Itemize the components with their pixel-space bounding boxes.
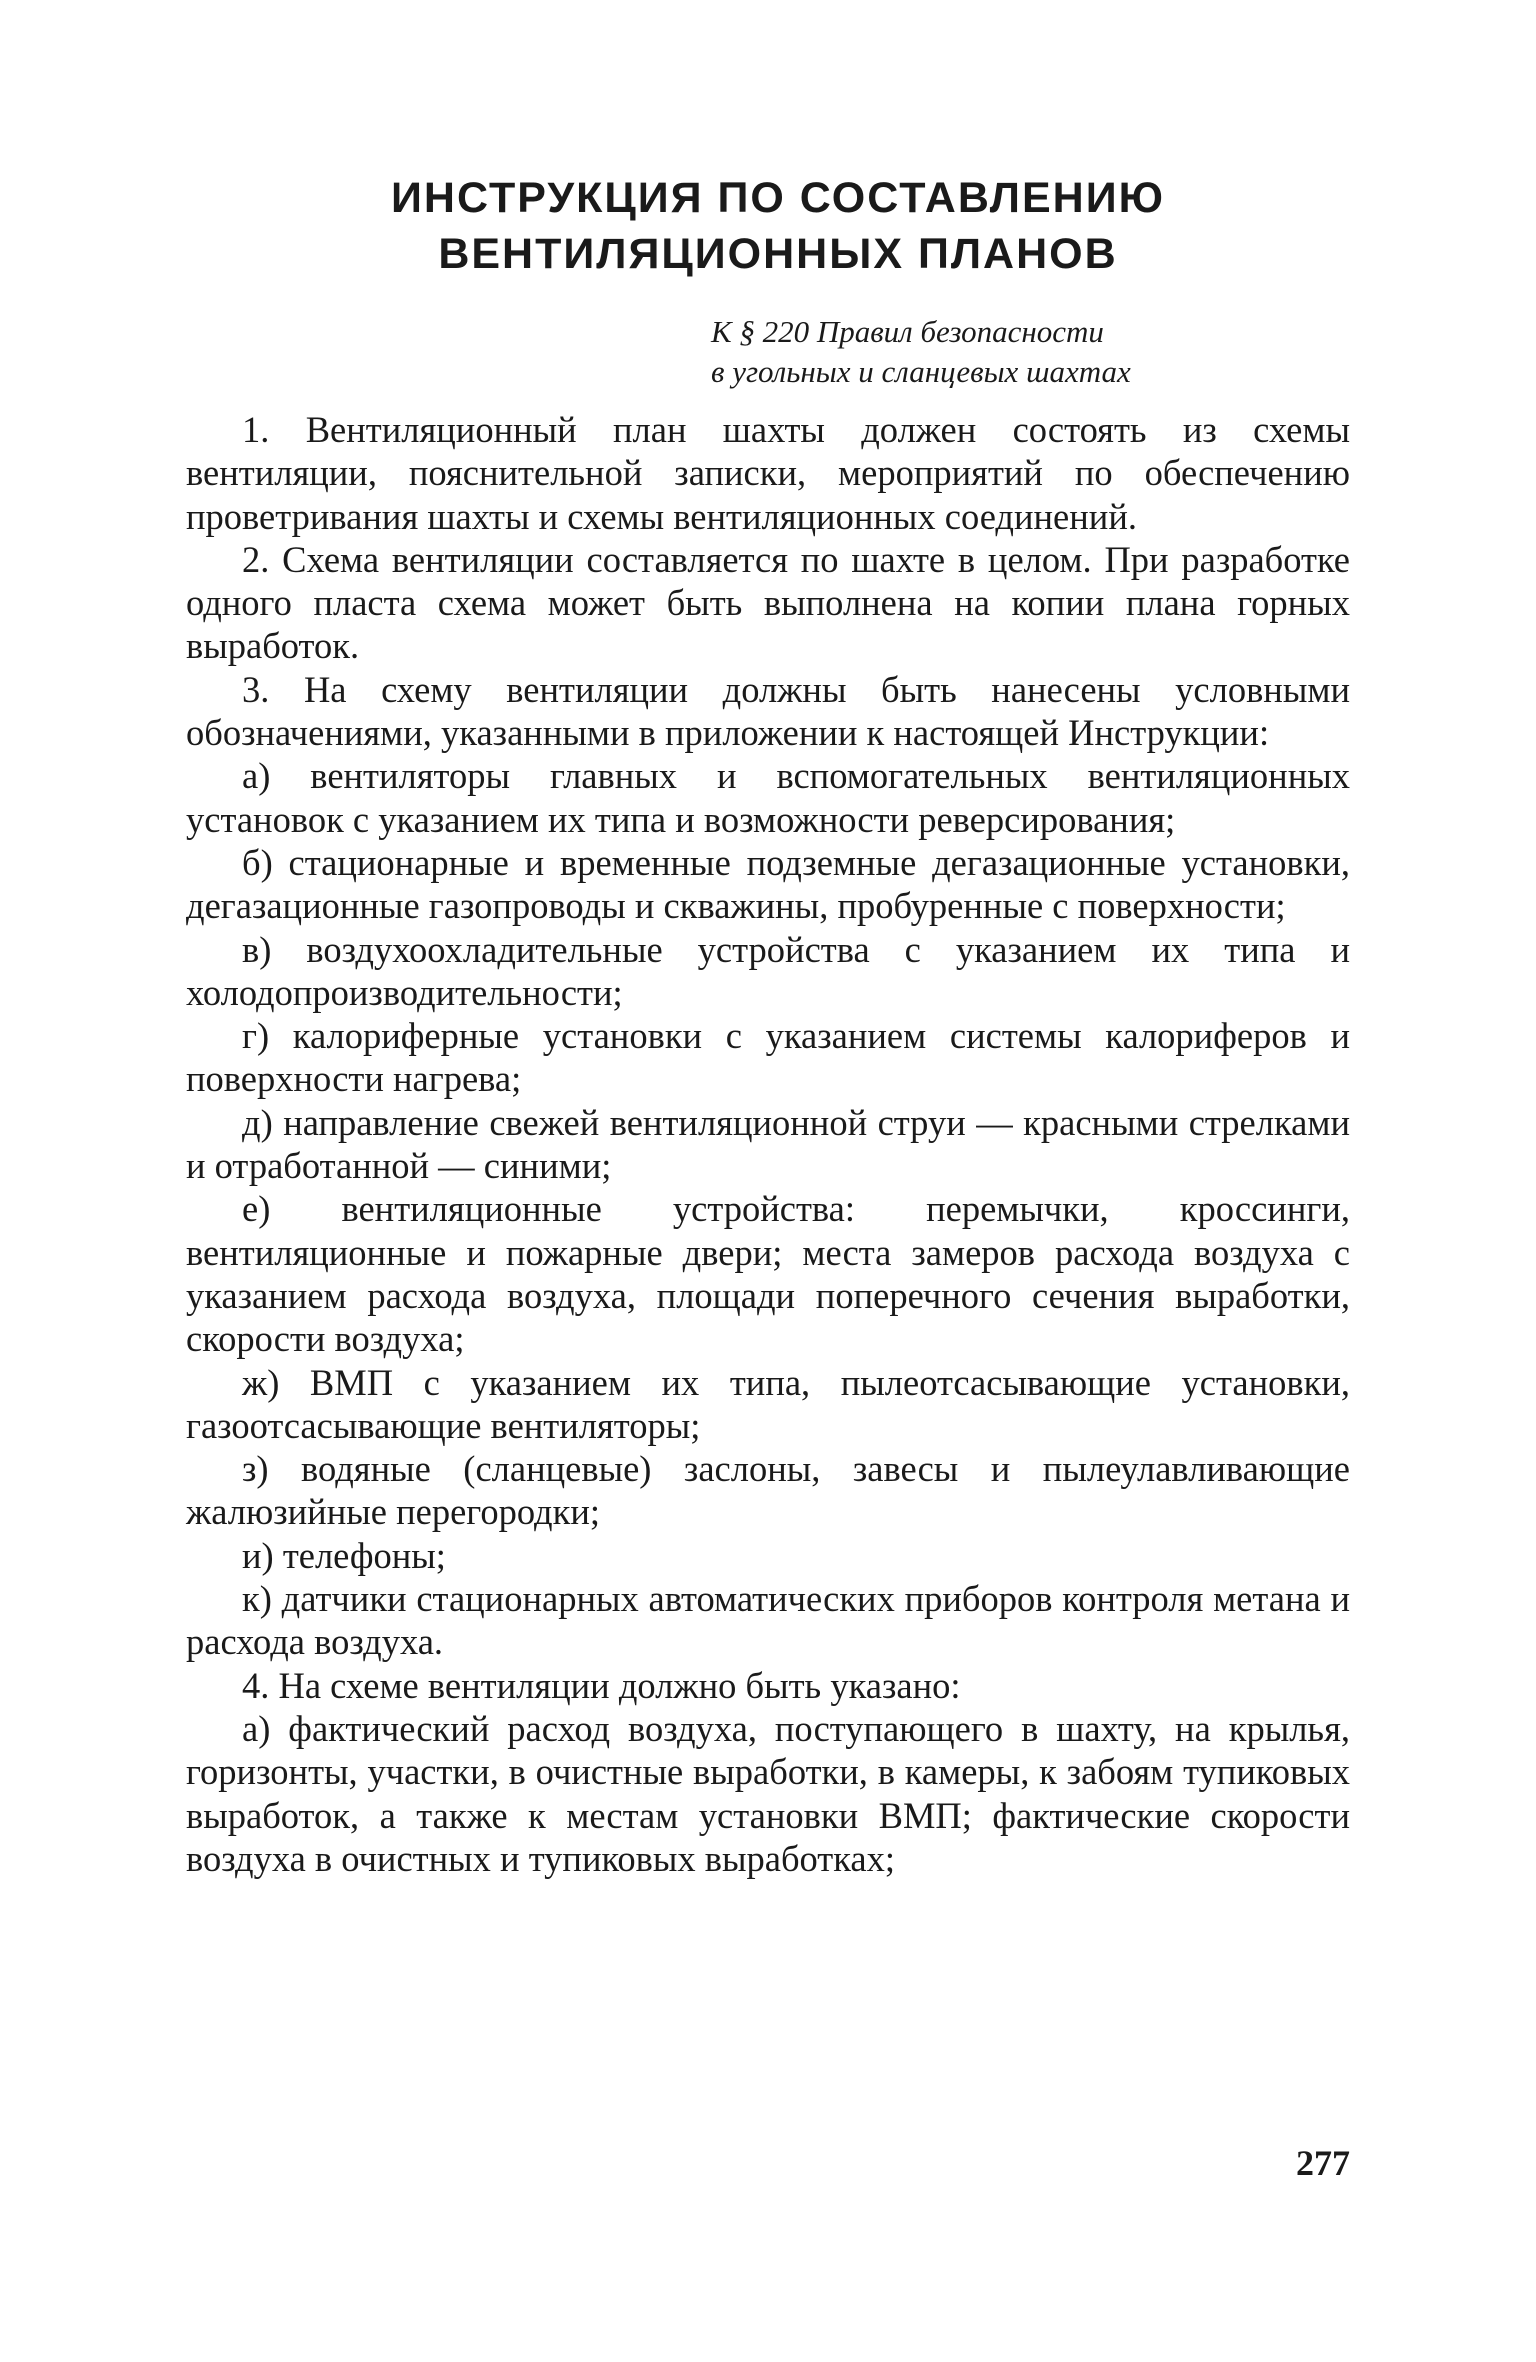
epigraph-line-1: К § 220 Правил безопасности xyxy=(711,314,1104,349)
list-item-e: е) вентиляционные устройства: перемычки, кроссинги, вентиляционные и пожарные двери; места замеров расхода воздуха с указанием расхода воздуха, площади поперечного сечения выработки, скорости воздуха; xyxy=(186,1188,1350,1360)
epigraph-line-2: в угольных и сланцевых шахтах xyxy=(711,354,1131,389)
document-title xyxy=(186,170,1350,282)
list-item-4a: а) фактический расход воздуха, поступающего в шахту, на крылья, горизонты, участки, в очистные выработки, в камеры, к забоям тупиковых выработок, а также к местам установки ВМП; фактические скорости воздуха в очистных и тупиковых выработках; xyxy=(186,1707,1350,1879)
title-line-2: ВЕНТИЛЯЦИОННЫХ ПЛАНОВ xyxy=(438,230,1118,278)
list-item-z: з) водяные (сланцевые) заслоны, завесы и пылеулавливающие жалюзийные перегородки; xyxy=(186,1448,1350,1533)
paragraph-2: 2. Схема вентиляции составляется по шахте в целом. При разработке одного пласта схема может быть выполнена на копии плана горных выработок. xyxy=(186,538,1350,667)
epigraph xyxy=(711,312,1350,392)
paragraph-4: 4. На схеме вентиляции должно быть указано: xyxy=(242,1664,961,1706)
paragraph-1: 1. Вентиляционный план шахты должен состоять из схемы вентиляции, пояснительной записки, мероприятий по обеспечению проветривания шахты и схемы вентиляционных соединений. xyxy=(186,409,1350,537)
list-item-b: б) стационарные и временные подземные дегазационные установки, дегазационные газопроводы и скважины, пробуренные с поверхности; xyxy=(186,841,1350,927)
title-line-1: ИНСТРУКЦИЯ ПО СОСТАВЛЕНИЮ xyxy=(391,174,1165,222)
list-item-i: и) телефоны; xyxy=(242,1534,446,1576)
body-text xyxy=(186,408,1350,1880)
list-item-v: в) воздухоохладительные устройства с указанием их типа и холодопроизводительности; xyxy=(186,928,1350,1013)
list-item-g: г) калориферные установки с указанием системы калориферов и поверхности нагрева; xyxy=(186,1015,1350,1100)
list-item-a: а) вентиляторы главных и вспомогательных вентиляционных установок с указанием их типа и возможности реверсирования; xyxy=(186,755,1350,840)
paragraph-3: 3. На схему вентиляции должны быть нанесены условными обозначениями, указанными в приложении к настоящей Инструкции: xyxy=(186,668,1350,754)
list-item-zh: ж) ВМП с указанием их типа, пылеотсасывающие установки, газоотсасывающие вентиляторы; xyxy=(186,1361,1350,1446)
page-number: 277 xyxy=(1296,2143,1350,2183)
list-item-k: к) датчики стационарных автоматических приборов контроля метана и расхода воздуха. xyxy=(186,1578,1350,1663)
list-item-d: д) направление свежей вентиляционной струи — красными стрелками и отработанной — синими; xyxy=(186,1101,1350,1187)
document-page xyxy=(186,170,1350,2230)
